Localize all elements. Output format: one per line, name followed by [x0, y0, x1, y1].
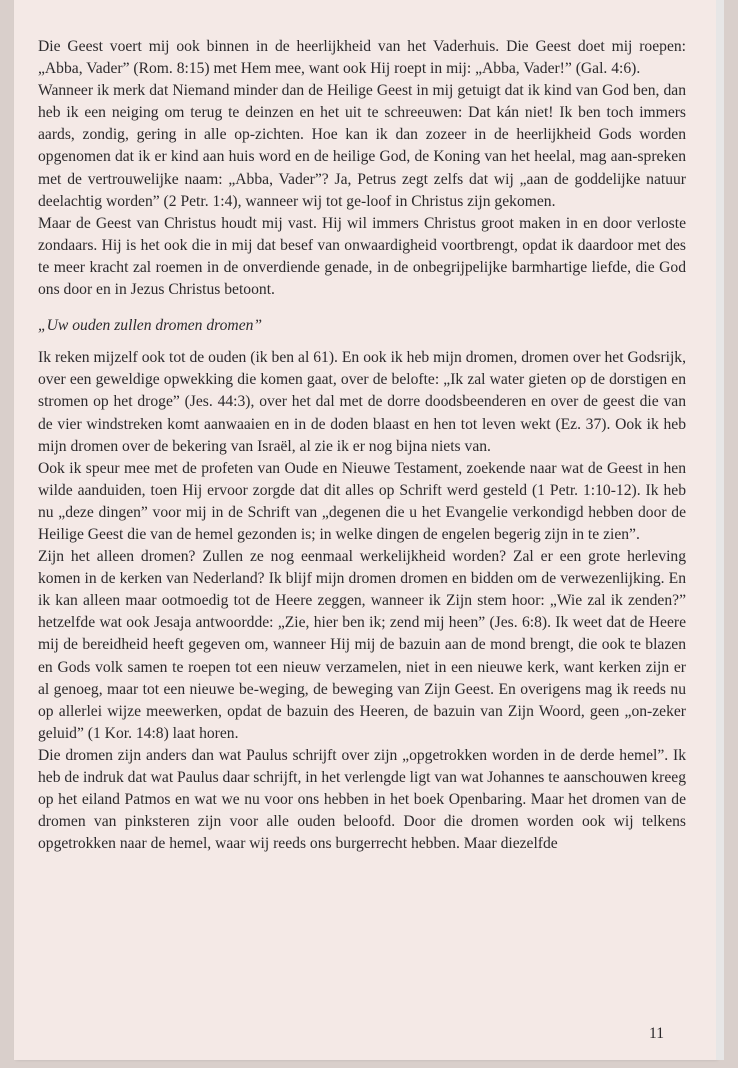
page-body	[38, 36, 686, 855]
paragraph: Ik reken mijzelf ook tot de ouden (ik ben al 61). En ook ik heb mijn dromen, dromen over het Godsrijk, over een geweldige opwekking die komen gaat, over de belofte: „Ik zal water gieten op de dorstigen en stromen op het droge” (Jes. 44:3), over het dal met de dorre doodsbeenderen en over de geest die van de vier windstreken komt aanwaaien en in de doden blaast en hen tot leven wekt (Ez. 37). Ook ik heb mijn dromen over de bekering van Israël, al zie ik er nog bijna niets van.	[38, 349, 686, 455]
paragraph: Zijn het alleen dromen? Zullen ze nog eenmaal werkelijkheid worden? Zal er een grote herleving komen in de kerken van Nederland? Ik blijf mijn dromen dromen en bidden om de verwezenlijking. En ik kan alleen maar ootmoedig tot de Heere zeggen, wanneer ik Zijn stem hoor: „Wie zal ik zenden?” hetzelfde wat ook Jesaja antwoordde: „Zie, hier ben ik; zend mij heen” (Jes. 6:8). Ik weet dat de Heere mij de bereidheid heeft gegeven om, wanneer Hij mij de bazuin aan de mond brengt, die ook te blazen en Gods volk samen te roepen tot een nieuw verzamelen, niet in een nieuwe kerk, want kerken zijn er al genoeg, maar tot een nieuwe be-weging, de beweging van Zijn Geest. En overigens mag ik reeds nu op allerlei wijze meewerken, opdat de bazuin des Heeren, de bazuin van Zijn Woord, geen „on-zeker geluid” (1 Kor. 14:8) laat horen.	[38, 548, 686, 742]
paragraph: Maar de Geest van Christus houdt mij vast. Hij wil immers Christus groot maken in en door verloste zondaars. Hij is het ook die in mij dat besef van onwaardigheid voortbrengt, opdat ik daardoor met des te meer kracht zal roemen in de onverdiende genade, in de onbegrijpelijke barmhartige liefde, die God ons door en in Jezus Christus betoont.	[38, 214, 686, 299]
book-page	[14, 0, 716, 1060]
paragraph: Die Geest voert mij ook binnen in de heerlijkheid van het Vaderhuis. Die Geest doet mij roepen: „Abba, Vader” (Rom. 8:15) met Hem mee, want ook Hij roept in mij: „Abba, Vader!” (Gal. 4:6).	[38, 38, 686, 78]
paragraph: Wanneer ik merk dat Niemand minder dan de Heilige Geest in mij getuigt dat ik kind van God ben, dan heb ik een neiging om terug te deinzen en het uit te schreeuwen: Dat kán niet! Ik ben toch immers aards, zondig, gering in alle op-zichten. Hoe kan ik dan zozeer in de heerlijkheid Gods worden opgenomen dat ik er kind aan huis word en de heilige God, de Koning van het heelal, mag aan-spreken met de vertrouwelijke naam: „Abba, Vader”? Ja, Petrus zegt zelfs dat wij „aan de goddelijke natuur deelachtig worden” (2 Petr. 1:4), wanneer wij tot ge-loof in Christus zijn gekomen.	[38, 82, 686, 210]
paragraph: Ook ik speur mee met de profeten van Oude en Nieuwe Testament, zoekende naar wat de Geest in hen wilde aanduiden, toen Hij ervoor zorgde dat dit alles op Schrift werd gesteld (1 Petr. 1:10-12). Ik heb nu „deze dingen” voor mij in de Schrift van „degenen die u het Evangelie verkondigd hebben door de Heilige Geest die van de hemel gezonden is; in welke dingen de engelen begerig zijn in te zien”.	[38, 459, 686, 543]
section-heading: „Uw ouden zullen dromen dromen”	[38, 317, 263, 335]
paragraph: Die dromen zijn anders dan wat Paulus schrijft over zijn „opgetrokken worden in de derde hemel”. Ik heb de indruk dat wat Paulus daar schrijft, in het verlengde ligt van wat Johannes te aanschouwen kreeg op het eiland Patmos en wat we nu voor ons hebben in het boek Openbaring. Maar het dromen van de dromen van pinksteren zijn voor alle ouden beloofd. Door die dromen worden ook wij telkens opgetrokken naar de hemel, waar wij reeds ons burgerrecht hebben. Maar diezelfde	[38, 746, 686, 853]
page-number: 11	[648, 1025, 664, 1042]
